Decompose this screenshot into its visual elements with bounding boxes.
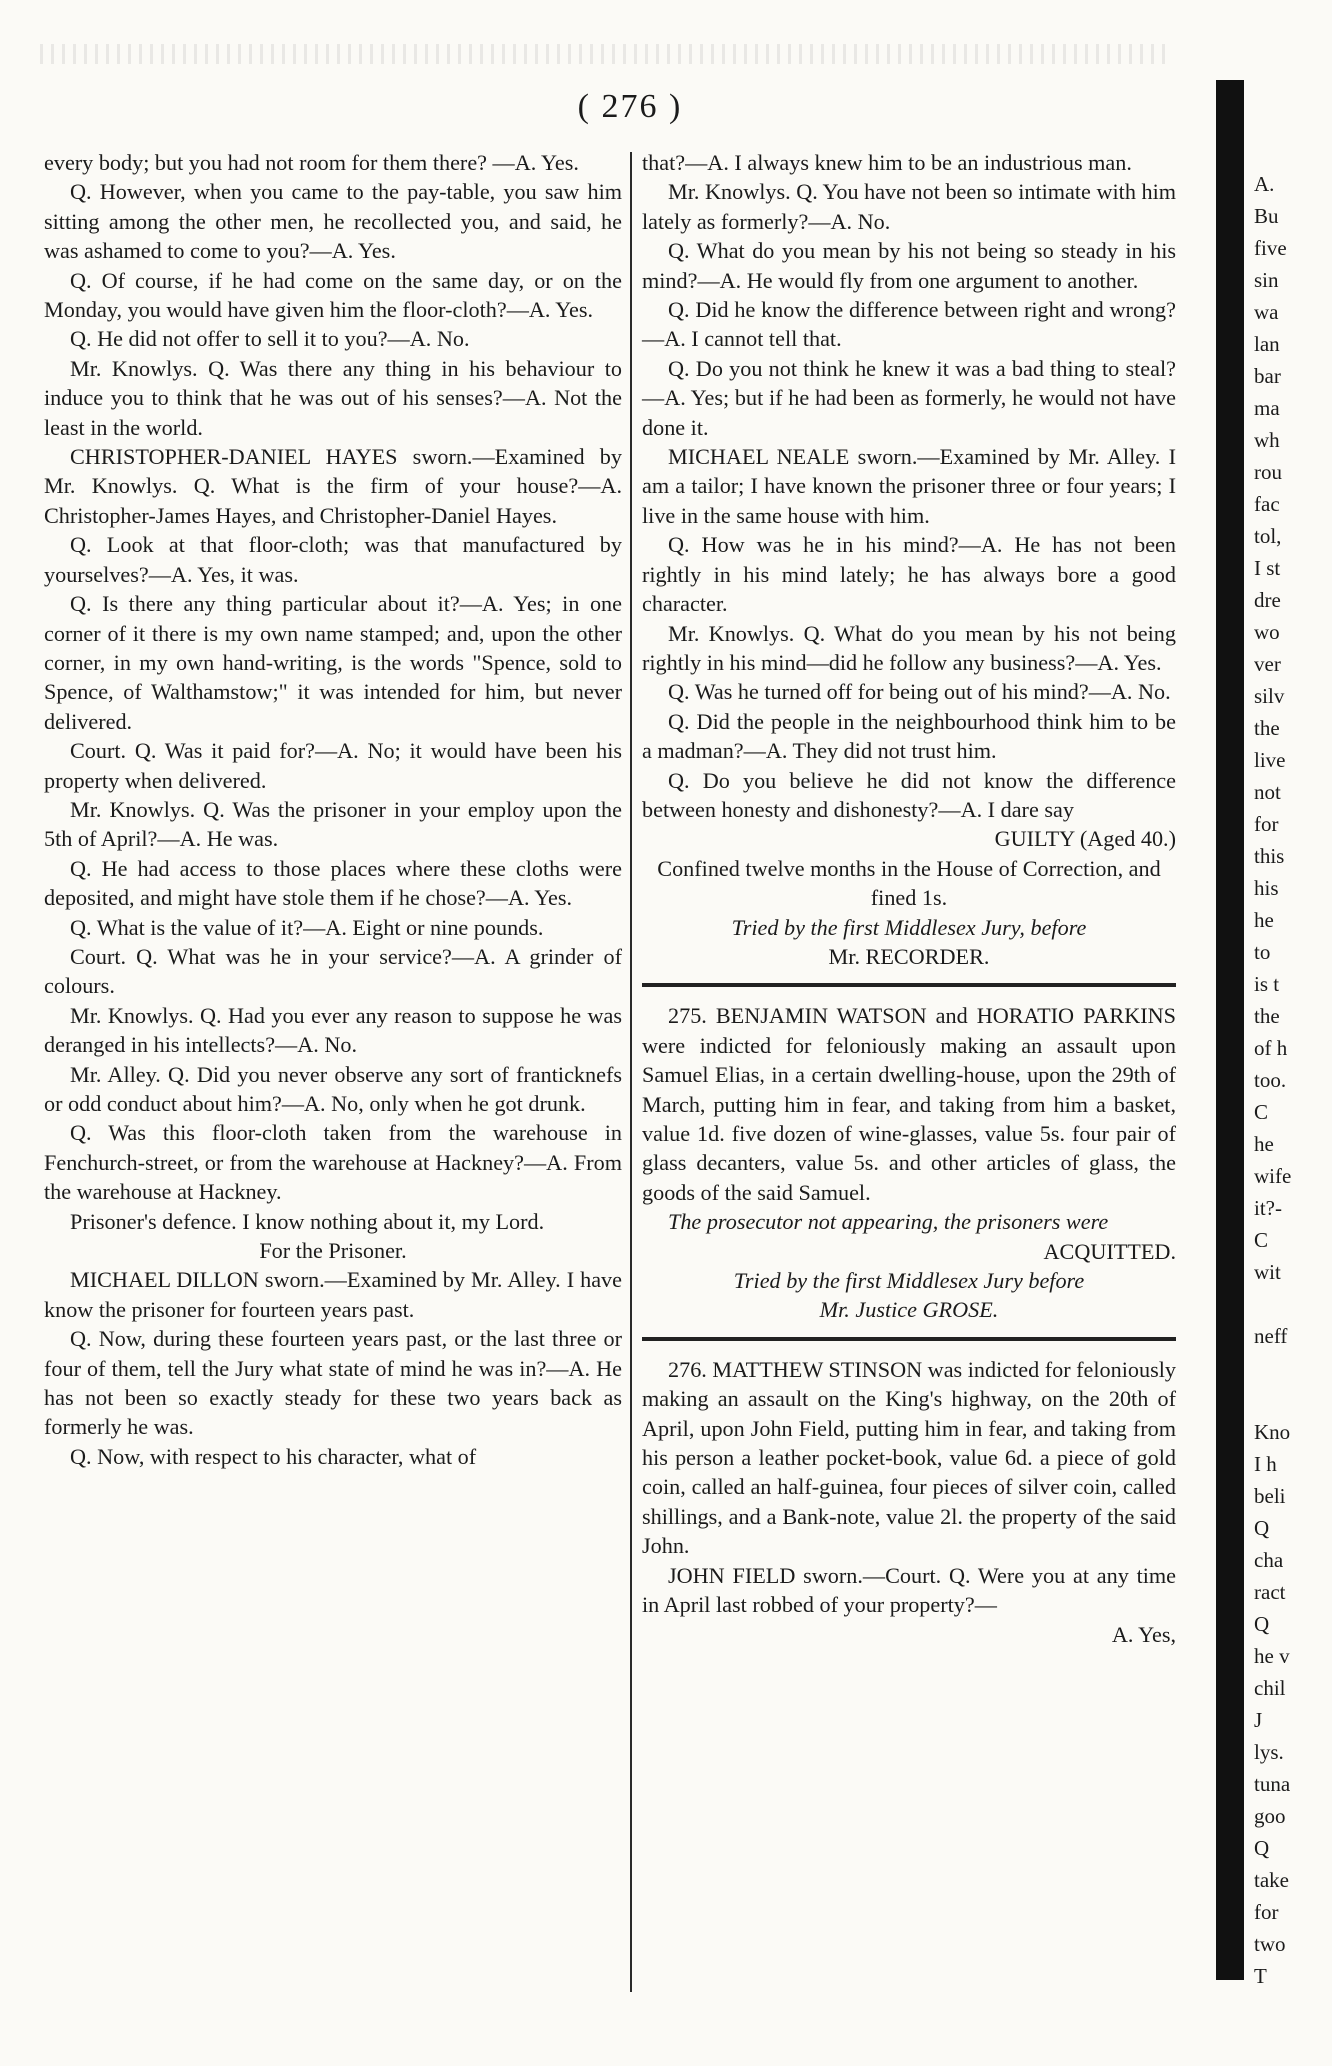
paragraph: ACQUITTED. (1043, 1238, 1176, 1264)
page-number: ( 276 ) (577, 88, 683, 125)
edge-fragment: this (1254, 844, 1285, 868)
paragraph: Q. What is the value of it?—A. Eight or nine pounds. (70, 914, 544, 940)
edge-fragment: the (1254, 1004, 1280, 1028)
paragraph: Q. Is there any thing particular about it?—A. Yes; in one corner of it there is my own name stamped; and, upon the other corner, in my own hand-writing, is the words "Spence, sold to Spence, of Walthamstow;" it was intended for him, but never delivered. (44, 591, 622, 734)
page-gutter-shadow (1216, 80, 1244, 1980)
paragraph: Q. How was he in his mind?—A. He has not been rightly in his mind lately; he has always bore a good character. (642, 532, 1176, 617)
paragraph: Mr. Alley. Q. Did you never observe any sort of franticknefs or odd conduct about him?—A. No, only when he got drunk. (44, 1061, 622, 1116)
paragraph: Q. Did he know the difference between right and wrong?—A. I cannot tell that. (642, 297, 1176, 352)
case-276 (642, 1355, 1176, 1649)
paragraph: Q. He had access to those places where these cloths were deposited, and might have stole them if he chose?—A. Yes. (44, 855, 622, 911)
edge-fragment: C (1254, 1228, 1269, 1252)
edge-fragment: ver (1254, 652, 1281, 676)
paragraph: Q. He did not offer to sell it to you?—A. No. (70, 326, 470, 352)
paragraph: Q. Look at that floor-cloth; was that manufactured by yourselves?—A. Yes, it was. (44, 532, 622, 587)
edge-fragment: dre (1254, 588, 1281, 612)
paragraph: 276. MATTHEW STINSON was indicted for feloniously making an assault on the King's highway, on the 20th of April, upon John Field, putting him in fear, and taking from his person a leather pocket-book, value 6d. a piece of gold coin, called an half-guinea, four pieces of silver coin, called shillings, and a Bank-note, value 2l. the property of the said John. (642, 1356, 1176, 1559)
edge-fragment: to (1254, 940, 1271, 964)
edge-fragment (1254, 1384, 1324, 1416)
edge-fragment: silv (1254, 684, 1285, 708)
paragraph: Tried by the first Middlesex Jury before (733, 1268, 1085, 1294)
paragraph: Q. Now, during these fourteen years past, or the last three or four of them, tell the Jury what state of mind he was in?—A. He has not been so exactly steady for these two years back as formerly he was. (44, 1326, 622, 1440)
edge-fragment: of h (1254, 1036, 1288, 1060)
section-rule (642, 1337, 1176, 1341)
edge-fragment: ma (1254, 396, 1280, 420)
edge-fragment: A. (1254, 172, 1275, 196)
paragraph: Court. Q. What was he in your service?—A. A grinder of colours. (44, 943, 622, 999)
left-column (44, 148, 622, 1471)
edge-fragment: wh (1254, 428, 1280, 452)
paragraph: Mr. Knowlys. Q. Was the prisoner in your employ upon the 5th of April?—A. He was. (44, 796, 622, 852)
paragraph: A. Yes, (1111, 1621, 1176, 1647)
edge-fragment: two (1254, 1932, 1286, 1956)
edge-fragment: wife (1254, 1164, 1292, 1188)
paragraph: Q. Was he turned off for being out of his mind?—A. No. (668, 679, 1171, 705)
next-page-fragments (1254, 168, 1324, 1992)
column-divider (630, 152, 632, 1992)
edge-fragment: wa (1254, 300, 1279, 324)
edge-fragment: sin (1254, 268, 1279, 292)
paragraph: Mr. Knowlys. Q. You have not been so intimate with him lately as formerly?—A. No. (642, 179, 1176, 234)
edge-fragment: tuna (1254, 1772, 1291, 1796)
edge-fragment: I h (1254, 1452, 1277, 1476)
edge-fragment: the (1254, 716, 1280, 740)
paragraph: Mr. Justice GROSE. (819, 1297, 999, 1323)
edge-fragment: live (1254, 748, 1286, 772)
paragraph: Q. Now, with respect to his character, what of (70, 1443, 477, 1469)
paragraph: Q. Do you believe he did not know the difference between honesty and dishonesty?—A. I dare say (642, 767, 1176, 822)
edge-fragment: goo (1254, 1804, 1286, 1828)
edge-fragment: cha (1254, 1548, 1284, 1572)
paragraph: Mr. Knowlys. Q. Was there any thing in his behaviour to induce you to think that he was out of his senses?—A. Not the least in the world. (44, 355, 622, 440)
scan-noise (40, 44, 1170, 64)
edge-fragment: lan (1254, 332, 1280, 356)
paragraph: Mr. RECORDER. (828, 943, 990, 969)
paragraph: Q. Of course, if he had come on the same day, or on the Monday, you would have given him the floor-cloth?—A. Yes. (44, 267, 622, 323)
paragraph: For the Prisoner. (259, 1238, 407, 1264)
right-column (642, 148, 1176, 1649)
edge-fragment: for (1254, 812, 1279, 836)
edge-fragment: wo (1254, 620, 1280, 644)
paragraph: Court. Q. Was it paid for?—A. No; it would have been his property when delivered. (44, 738, 622, 793)
paragraph: Q. What do you mean by his not being so steady in his mind?—A. He would fly from one argument to another. (642, 238, 1176, 293)
paragraph: The prosecutor not appearing, the prisoners were (668, 1209, 1109, 1235)
paragraph: JOHN FIELD sworn.—Court. Q. Were you at any time in April last robbed of your property?— (642, 1562, 1176, 1618)
edge-fragment: not (1254, 780, 1281, 804)
edge-fragment: his (1254, 876, 1279, 900)
edge-fragment: take (1254, 1868, 1289, 1892)
edge-fragment: he (1254, 1132, 1274, 1156)
edge-fragment: C (1254, 1100, 1269, 1124)
edge-fragment: fac (1254, 492, 1280, 516)
edge-fragment: five (1254, 236, 1287, 260)
edge-fragment: Q (1254, 1612, 1270, 1636)
edge-fragment (1254, 1288, 1324, 1320)
paragraph: Mr. Knowlys. Q. What do you mean by his not being rightly in his mind—did he follow any business?—A. Yes. (642, 620, 1176, 675)
edge-fragment: it?- (1254, 1196, 1282, 1220)
edge-fragment: tol, (1254, 524, 1282, 548)
paragraph: MICHAEL DILLON sworn.—Examined by Mr. Alley. I have know the prisoner for fourteen years past. (44, 1267, 622, 1322)
paragraph: 275. BENJAMIN WATSON and HORATIO PARKINS were indicted for feloniously making an assault upon Samuel Elias, in a certain dwelling-house, upon the 29th of March, putting him in fear, and taking from him a basket, value 1d. five dozen of wine-glasses, value 5s. four pair of glass decanters, value 5s. and other articles of glass, the goods of the said Samuel. (642, 1003, 1176, 1205)
edge-fragment: bar (1254, 364, 1281, 388)
edge-fragment: is t (1254, 972, 1280, 996)
case-275 (642, 1001, 1176, 1324)
edge-fragment: for (1254, 1900, 1279, 1924)
edge-fragment: wit (1254, 1260, 1281, 1284)
edge-fragment: T (1254, 1964, 1267, 1988)
paragraph: Q. Did the people in the neighbourhood think him to be a madman?—A. They did not trust him. (642, 708, 1176, 764)
paragraph: MICHAEL NEALE sworn.—Examined by Mr. Alley. I am a tailor; I have known the prisoner three or four years; I live in the same house with him. (642, 444, 1176, 528)
edge-fragment: Kno (1254, 1420, 1291, 1444)
edge-fragment: too. (1254, 1068, 1287, 1092)
paragraph: every body; but you had not room for them there? —A. Yes. (44, 150, 579, 175)
edge-fragment: beli (1254, 1484, 1286, 1508)
paragraph: CHRISTOPHER-DANIEL HAYES sworn.—Examined by Mr. Knowlys. Q. What is the firm of your house?—A. Christopher-James Hayes, and Christopher-Daniel Hayes. (44, 444, 622, 528)
edge-fragment: he (1254, 908, 1274, 932)
paragraph: Tried by the first Middlesex Jury, before (731, 914, 1087, 940)
edge-fragment: Q (1254, 1516, 1270, 1540)
edge-fragment: chil (1254, 1676, 1286, 1700)
paragraph: Q. Do you not think he knew it was a bad thing to steal?—A. Yes; but if he had been as formerly, he would not have done it. (642, 355, 1176, 440)
edge-fragment: lys. (1254, 1740, 1284, 1764)
edge-fragment: I st (1254, 556, 1281, 580)
paragraph: Confined twelve months in the House of Correction, and fined 1s. (657, 855, 1161, 911)
edge-fragment: Q (1254, 1836, 1270, 1860)
edge-fragment: neff (1254, 1324, 1288, 1348)
edge-fragment: ract (1254, 1580, 1286, 1604)
paragraph: Prisoner's defence. I know nothing about it, my Lord. (70, 1208, 545, 1234)
paragraph: Q. However, when you came to the pay-table, you saw him sitting among the other men, he recollected you, and said, he was ashamed to come to you?—A. Yes. (44, 179, 622, 264)
edge-fragment: Bu (1254, 204, 1279, 228)
section-rule (642, 983, 1176, 987)
edge-fragment: he v (1254, 1644, 1290, 1668)
paragraph: Mr. Knowlys. Q. Had you ever any reason to suppose he was deranged in his intellects?—A. No. (44, 1002, 622, 1058)
case-274-continuation (642, 148, 1176, 971)
edge-fragment (1254, 1352, 1324, 1384)
paragraph: that?—A. I always knew him to be an industrious man. (642, 150, 1132, 175)
edge-fragment: rou (1254, 460, 1282, 484)
edge-fragment: J (1254, 1708, 1263, 1732)
paragraph: GUILTY (Aged 40.) (994, 826, 1176, 852)
paragraph: Q. Was this floor-cloth taken from the warehouse in Fenchurch-street, or from the warehouse at Hackney?—A. From the warehouse at Hackney. (44, 1120, 622, 1205)
